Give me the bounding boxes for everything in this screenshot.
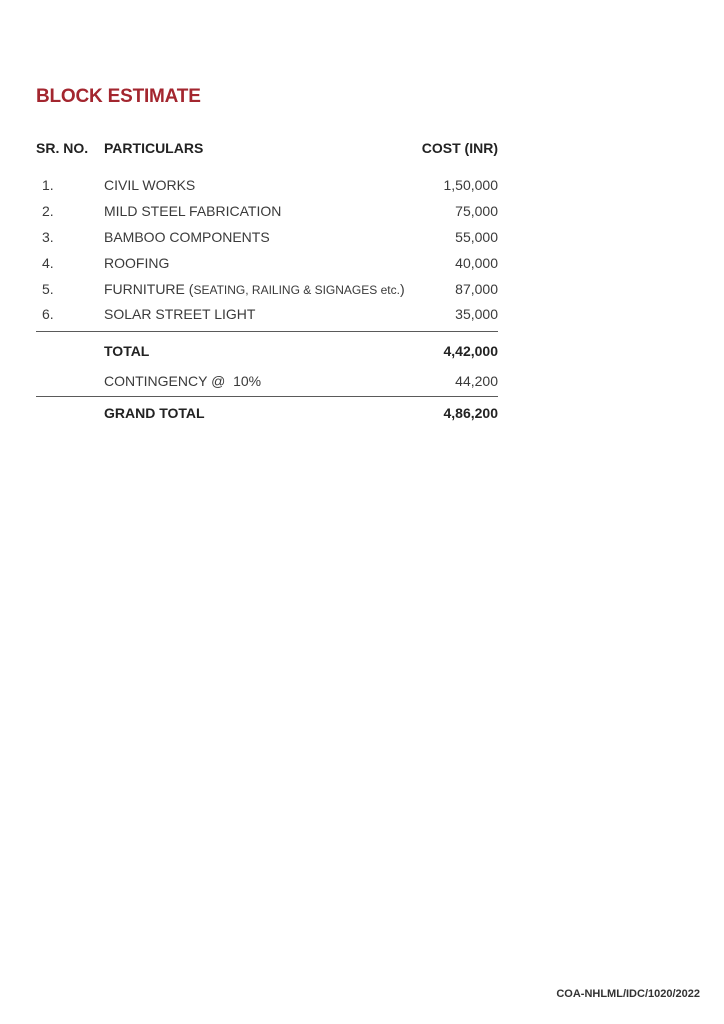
- total-row: [36, 341, 498, 361]
- row-sr-no: 4.: [42, 255, 54, 271]
- row-cost: 40,000: [455, 255, 498, 271]
- contingency-cost: 44,200: [455, 373, 498, 389]
- row-particulars: CIVIL WORKS: [104, 177, 196, 193]
- table-row: [36, 201, 498, 221]
- row-particulars-main: FURNITURE: [104, 281, 185, 297]
- row-cost: 35,000: [455, 306, 498, 322]
- row-particulars: SOLAR STREET LIGHT: [104, 306, 256, 322]
- grand-total-row: [36, 403, 498, 423]
- row-particulars: BAMBOO COMPONENTS: [104, 229, 270, 245]
- contingency-label: CONTINGENCY @ 10%: [104, 373, 262, 389]
- grand-total-cost: 4,86,200: [443, 405, 498, 421]
- header-sr-no: SR. NO.: [36, 140, 89, 156]
- row-sr-no: 5.: [42, 281, 54, 297]
- row-particulars: MILD STEEL FABRICATION: [104, 203, 282, 219]
- row-particulars-note: SEATING, RAILING & SIGNAGES etc.: [193, 283, 400, 297]
- table-row: [36, 253, 498, 273]
- row-cost: 87,000: [455, 281, 498, 297]
- total-cost: 4,42,000: [443, 343, 498, 359]
- document-reference: COA-NHLML/IDC/1020/2022: [556, 988, 700, 1000]
- total-label: TOTAL: [104, 343, 150, 359]
- table-header: [36, 138, 498, 158]
- row-sr-no: 2.: [42, 203, 54, 219]
- page-title: BLOCK ESTIMATE: [36, 86, 201, 107]
- row-sr-no: 1.: [42, 177, 54, 193]
- contingency-row: [36, 371, 498, 391]
- row-particulars: FURNITURE (SEATING, RAILING & SIGNAGES etc.): [104, 281, 405, 297]
- row-sr-no: 6.: [42, 306, 54, 322]
- row-sr-no: 3.: [42, 229, 54, 245]
- row-cost: 1,50,000: [443, 177, 498, 193]
- table-row: [36, 279, 498, 299]
- row-cost: 55,000: [455, 229, 498, 245]
- divider: [36, 331, 498, 332]
- divider: [36, 396, 498, 397]
- grand-total-label: GRAND TOTAL: [104, 405, 205, 421]
- table-row: [36, 304, 498, 324]
- header-particulars: PARTICULARS: [104, 140, 204, 156]
- table-row: [36, 175, 498, 195]
- header-cost: COST (INR): [421, 140, 498, 156]
- row-cost: 75,000: [455, 203, 498, 219]
- row-particulars: ROOFING: [104, 255, 170, 271]
- table-row: [36, 227, 498, 247]
